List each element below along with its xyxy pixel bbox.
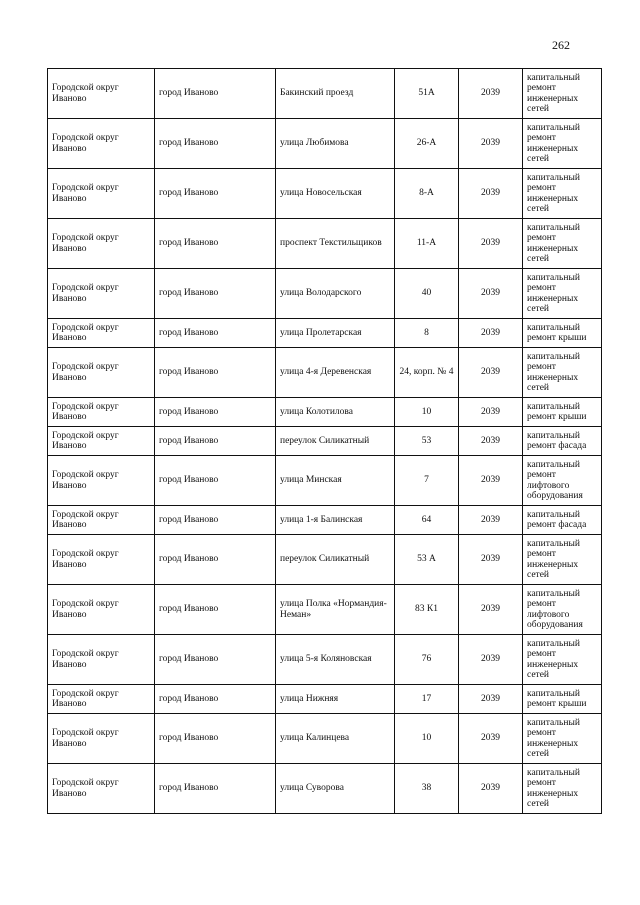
year-cell: 2039 bbox=[459, 456, 523, 506]
work-type-cell: капитальный ремонт инженерных сетей bbox=[523, 348, 602, 398]
municipal-district-cell: Городской округ Иваново bbox=[48, 119, 155, 169]
street-cell: улица Пролетарская bbox=[276, 319, 395, 348]
work-type-cell: капитальный ремонт лифтового оборудования bbox=[523, 456, 602, 506]
municipal-district-cell: Городской округ Иваново bbox=[48, 764, 155, 814]
table-row bbox=[48, 635, 602, 685]
street-cell: Бакинский проезд bbox=[276, 69, 395, 119]
house-number-cell: 76 bbox=[395, 635, 459, 685]
house-number-cell: 11-А bbox=[395, 219, 459, 269]
house-number-cell: 8 bbox=[395, 319, 459, 348]
table-row bbox=[48, 506, 602, 535]
year-cell: 2039 bbox=[459, 506, 523, 535]
municipal-district-cell: Городской округ Иваново bbox=[48, 535, 155, 585]
table-row bbox=[48, 685, 602, 714]
street-cell: улица Суворова bbox=[276, 764, 395, 814]
table-row bbox=[48, 535, 602, 585]
year-cell: 2039 bbox=[459, 219, 523, 269]
street-cell: улица Колотилова bbox=[276, 398, 395, 427]
work-type-cell: капитальный ремонт крыши bbox=[523, 319, 602, 348]
municipal-district-cell: Городской округ Иваново bbox=[48, 348, 155, 398]
settlement-cell: город Иваново bbox=[155, 714, 276, 764]
work-type-cell: капитальный ремонт инженерных сетей bbox=[523, 119, 602, 169]
settlement-cell: город Иваново bbox=[155, 219, 276, 269]
house-number-cell: 53 А bbox=[395, 535, 459, 585]
street-cell: улица Новосельская bbox=[276, 169, 395, 219]
street-cell: улица Минская bbox=[276, 456, 395, 506]
house-number-cell: 83 К1 bbox=[395, 585, 459, 635]
street-cell: проспект Текстильщиков bbox=[276, 219, 395, 269]
municipal-district-cell: Городской округ Иваново bbox=[48, 219, 155, 269]
house-number-cell: 10 bbox=[395, 714, 459, 764]
settlement-cell: город Иваново bbox=[155, 685, 276, 714]
year-cell: 2039 bbox=[459, 119, 523, 169]
municipal-district-cell: Городской округ Иваново bbox=[48, 635, 155, 685]
settlement-cell: город Иваново bbox=[155, 269, 276, 319]
table-row bbox=[48, 219, 602, 269]
work-type-cell: капитальный ремонт фасада bbox=[523, 506, 602, 535]
table-row bbox=[48, 427, 602, 456]
work-type-cell: капитальный ремонт инженерных сетей bbox=[523, 169, 602, 219]
work-type-cell: капитальный ремонт фасада bbox=[523, 427, 602, 456]
house-number-cell: 7 bbox=[395, 456, 459, 506]
table-row bbox=[48, 585, 602, 635]
settlement-cell: город Иваново bbox=[155, 506, 276, 535]
street-cell: улица 4-я Деревенская bbox=[276, 348, 395, 398]
house-number-cell: 38 bbox=[395, 764, 459, 814]
settlement-cell: город Иваново bbox=[155, 456, 276, 506]
repair-schedule-table bbox=[47, 68, 602, 814]
municipal-district-cell: Городской округ Иваново bbox=[48, 169, 155, 219]
municipal-district-cell: Городской округ Иваново bbox=[48, 506, 155, 535]
street-cell: переулок Силикатный bbox=[276, 535, 395, 585]
street-cell: улица Володарского bbox=[276, 269, 395, 319]
year-cell: 2039 bbox=[459, 535, 523, 585]
work-type-cell: капитальный ремонт инженерных сетей bbox=[523, 219, 602, 269]
settlement-cell: город Иваново bbox=[155, 398, 276, 427]
table-row bbox=[48, 456, 602, 506]
street-cell: улица 5-я Коляновская bbox=[276, 635, 395, 685]
street-cell: улица Полка «Нормандия-Неман» bbox=[276, 585, 395, 635]
table-row bbox=[48, 169, 602, 219]
settlement-cell: город Иваново bbox=[155, 69, 276, 119]
street-cell: улица Нижняя bbox=[276, 685, 395, 714]
year-cell: 2039 bbox=[459, 714, 523, 764]
municipal-district-cell: Городской округ Иваново bbox=[48, 585, 155, 635]
work-type-cell: капитальный ремонт инженерных сетей bbox=[523, 635, 602, 685]
table-row bbox=[48, 714, 602, 764]
municipal-district-cell: Городской округ Иваново bbox=[48, 456, 155, 506]
work-type-cell: капитальный ремонт инженерных сетей bbox=[523, 535, 602, 585]
settlement-cell: город Иваново bbox=[155, 427, 276, 456]
settlement-cell: город Иваново bbox=[155, 348, 276, 398]
settlement-cell: город Иваново bbox=[155, 319, 276, 348]
year-cell: 2039 bbox=[459, 169, 523, 219]
year-cell: 2039 bbox=[459, 585, 523, 635]
street-cell: переулок Силикатный bbox=[276, 427, 395, 456]
work-type-cell: капитальный ремонт крыши bbox=[523, 398, 602, 427]
house-number-cell: 26-А bbox=[395, 119, 459, 169]
municipal-district-cell: Городской округ Иваново bbox=[48, 319, 155, 348]
street-cell: улица Любимова bbox=[276, 119, 395, 169]
municipal-district-cell: Городской округ Иваново bbox=[48, 398, 155, 427]
year-cell: 2039 bbox=[459, 348, 523, 398]
table-row bbox=[48, 69, 602, 119]
settlement-cell: город Иваново bbox=[155, 535, 276, 585]
house-number-cell: 51А bbox=[395, 69, 459, 119]
municipal-district-cell: Городской округ Иваново bbox=[48, 427, 155, 456]
year-cell: 2039 bbox=[459, 69, 523, 119]
work-type-cell: капитальный ремонт крыши bbox=[523, 685, 602, 714]
settlement-cell: город Иваново bbox=[155, 764, 276, 814]
street-cell: улица Калинцева bbox=[276, 714, 395, 764]
settlement-cell: город Иваново bbox=[155, 169, 276, 219]
work-type-cell: капитальный ремонт инженерных сетей bbox=[523, 69, 602, 119]
work-type-cell: капитальный ремонт инженерных сетей bbox=[523, 269, 602, 319]
year-cell: 2039 bbox=[459, 635, 523, 685]
page-number: 262 bbox=[552, 38, 570, 52]
year-cell: 2039 bbox=[459, 427, 523, 456]
table-row bbox=[48, 398, 602, 427]
municipal-district-cell: Городской округ Иваново bbox=[48, 269, 155, 319]
house-number-cell: 24, корп. № 4 bbox=[395, 348, 459, 398]
settlement-cell: город Иваново bbox=[155, 635, 276, 685]
year-cell: 2039 bbox=[459, 685, 523, 714]
table-row bbox=[48, 119, 602, 169]
municipal-district-cell: Городской округ Иваново bbox=[48, 714, 155, 764]
house-number-cell: 8-А bbox=[395, 169, 459, 219]
house-number-cell: 64 bbox=[395, 506, 459, 535]
work-type-cell: капитальный ремонт инженерных сетей bbox=[523, 764, 602, 814]
house-number-cell: 10 bbox=[395, 398, 459, 427]
municipal-district-cell: Городской округ Иваново bbox=[48, 69, 155, 119]
house-number-cell: 17 bbox=[395, 685, 459, 714]
year-cell: 2039 bbox=[459, 764, 523, 814]
house-number-cell: 53 bbox=[395, 427, 459, 456]
work-type-cell: капитальный ремонт лифтового оборудования bbox=[523, 585, 602, 635]
table-row bbox=[48, 348, 602, 398]
table-row bbox=[48, 269, 602, 319]
table-row bbox=[48, 319, 602, 348]
settlement-cell: город Иваново bbox=[155, 585, 276, 635]
year-cell: 2039 bbox=[459, 319, 523, 348]
street-cell: улица 1-я Балинская bbox=[276, 506, 395, 535]
municipal-district-cell: Городской округ Иваново bbox=[48, 685, 155, 714]
year-cell: 2039 bbox=[459, 269, 523, 319]
work-type-cell: капитальный ремонт инженерных сетей bbox=[523, 714, 602, 764]
house-number-cell: 40 bbox=[395, 269, 459, 319]
year-cell: 2039 bbox=[459, 398, 523, 427]
settlement-cell: город Иваново bbox=[155, 119, 276, 169]
table-row bbox=[48, 764, 602, 814]
